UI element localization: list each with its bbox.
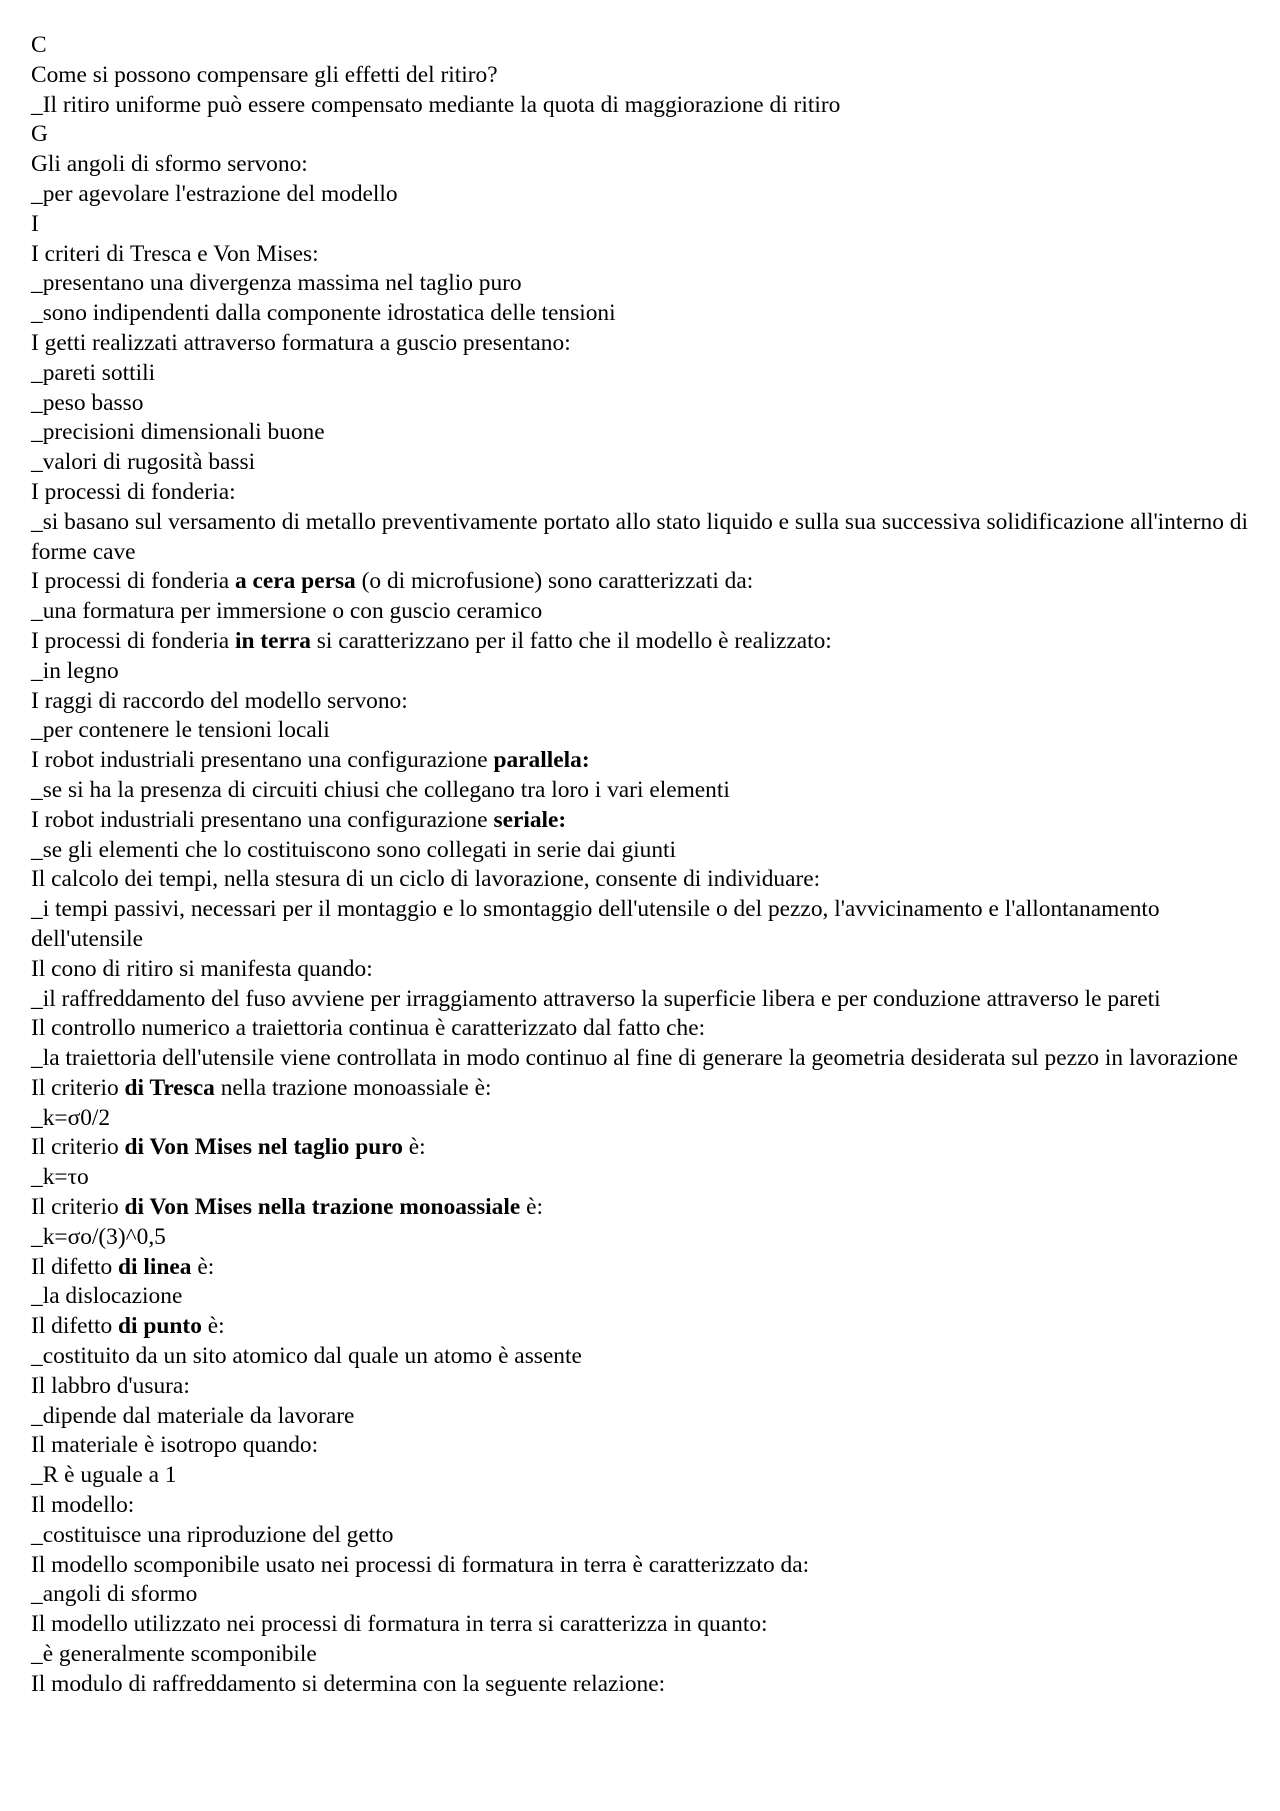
answer-text bbox=[31, 389, 1256, 419]
question-text bbox=[31, 687, 1256, 717]
answer-text bbox=[31, 776, 1256, 806]
text-run: _Il ritiro uniforme può essere compensato mediante la quota di maggiorazione di ritiro bbox=[31, 91, 841, 118]
bold-emphasis: parallela: bbox=[493, 747, 590, 774]
bold-emphasis: seriale: bbox=[493, 806, 567, 833]
text-run: Il modello utilizzato nei processi di formatura in terra si caratterizza in quanto: bbox=[31, 1611, 768, 1638]
section-letter bbox=[31, 210, 1256, 240]
text-run: _sono indipendenti dalla componente idrostatica delle tensioni bbox=[31, 300, 616, 327]
text-run: _peso basso bbox=[31, 389, 144, 416]
question-text bbox=[31, 1253, 1256, 1283]
text-run: (o di microfusione) sono caratterizzati da: bbox=[355, 568, 754, 595]
text-run: Il controllo numerico a traiettoria continua è caratterizzato dal fatto che: bbox=[31, 1015, 706, 1042]
text-run: _dipende dal materiale da lavorare bbox=[31, 1402, 355, 1429]
text-run: Il criterio bbox=[31, 1194, 125, 1221]
text-run: _presentano una divergenza massima nel taglio puro bbox=[31, 270, 522, 297]
question-text bbox=[31, 746, 1256, 776]
answer-text bbox=[31, 1461, 1256, 1491]
answer-text bbox=[31, 836, 1256, 866]
document-body bbox=[31, 31, 1256, 1700]
answer-text bbox=[31, 1640, 1256, 1670]
text-run: _per contenere le tensioni locali bbox=[31, 717, 330, 744]
question-text bbox=[31, 1074, 1256, 1104]
question-text bbox=[31, 865, 1256, 895]
question-text bbox=[31, 1014, 1256, 1044]
text-run: _si basano sul versamento di metallo preventivamente portato allo stato liquido e sulla sua successiva solidificazione all'interno di forme cave bbox=[31, 508, 1248, 565]
text-run: è: bbox=[402, 1134, 426, 1161]
text-run: è: bbox=[191, 1253, 215, 1280]
text-run: Il difetto bbox=[31, 1253, 119, 1280]
text-run: Il criterio bbox=[31, 1134, 125, 1161]
answer-text bbox=[31, 1282, 1256, 1312]
question-text bbox=[31, 567, 1256, 597]
text-run: _k=σ0/2 bbox=[31, 1104, 111, 1131]
question-text bbox=[31, 1193, 1256, 1223]
answer-text bbox=[31, 1223, 1256, 1253]
text-run: è: bbox=[201, 1313, 225, 1340]
text-run: _pareti sottili bbox=[31, 359, 156, 386]
bold-emphasis: di linea bbox=[118, 1253, 192, 1280]
section-letter bbox=[31, 120, 1256, 150]
answer-text bbox=[31, 1342, 1256, 1372]
text-run: _la traiettoria dell'utensile viene controllata in modo continuo al fine di generare la geometria desiderata sul pezzo in lavorazione bbox=[31, 1045, 1239, 1072]
question-text bbox=[31, 955, 1256, 985]
answer-text bbox=[31, 1580, 1256, 1610]
text-run: G bbox=[31, 121, 48, 148]
answer-text bbox=[31, 716, 1256, 746]
text-run: _se gli elementi che lo costituiscono sono collegati in serie dai giunti bbox=[31, 836, 677, 863]
text-run: _costituisce una riproduzione del getto bbox=[31, 1521, 394, 1548]
text-run: si caratterizzano per il fatto che il modello è realizzato: bbox=[310, 627, 832, 654]
text-run: I processi di fonderia bbox=[31, 627, 235, 654]
text-run: _il raffreddamento del fuso avviene per irraggiamento attraverso la superficie libera e per conduzione attraverso le pareti bbox=[31, 985, 1161, 1012]
question-text bbox=[31, 1610, 1256, 1640]
answer-text bbox=[31, 1402, 1256, 1432]
question-text bbox=[31, 1372, 1256, 1402]
bold-emphasis: di Von Mises nella trazione monoassiale bbox=[124, 1194, 521, 1221]
text-run: I bbox=[31, 210, 39, 237]
answer-text bbox=[31, 269, 1256, 299]
answer-text bbox=[31, 448, 1256, 478]
text-run: Il cono di ritiro si manifesta quando: bbox=[31, 955, 373, 982]
question-text bbox=[31, 150, 1256, 180]
text-run: I processi di fonderia: bbox=[31, 478, 236, 505]
text-run: _è generalmente scomponibile bbox=[31, 1641, 317, 1668]
text-run: _una formatura per immersione o con guscio ceramico bbox=[31, 598, 543, 625]
answer-text bbox=[31, 985, 1256, 1015]
text-run: _i tempi passivi, necessari per il montaggio e lo smontaggio dell'utensile o del pezzo, l'avvicinamento e l'allontanamento dell'utensile bbox=[31, 896, 1160, 952]
question-text bbox=[31, 329, 1256, 359]
text-run: Il difetto bbox=[31, 1313, 119, 1340]
text-run: I raggi di raccordo del modello servono: bbox=[31, 687, 408, 714]
text-run: I criteri di Tresca e Von Mises: bbox=[31, 240, 319, 267]
question-text bbox=[31, 1312, 1256, 1342]
text-run: Gli angoli di sformo servono: bbox=[31, 151, 308, 178]
bold-emphasis: di Tresca bbox=[124, 1074, 215, 1101]
answer-text bbox=[31, 180, 1256, 210]
text-run: I processi di fonderia bbox=[31, 568, 235, 595]
text-run: I robot industriali presentano una configurazione bbox=[31, 806, 494, 833]
text-run: _angoli di sformo bbox=[31, 1581, 198, 1608]
answer-text bbox=[31, 1044, 1256, 1074]
answer-text bbox=[31, 1104, 1256, 1134]
text-run: _valori di rugosità bassi bbox=[31, 449, 256, 476]
text-run: Il calcolo dei tempi, nella stesura di un ciclo di lavorazione, consente di individuare: bbox=[31, 866, 821, 893]
question-text bbox=[31, 240, 1256, 270]
question-text bbox=[31, 61, 1256, 91]
answer-text bbox=[31, 418, 1256, 448]
section-letter bbox=[31, 31, 1256, 61]
text-run: _per agevolare l'estrazione del modello bbox=[31, 180, 398, 207]
text-run: _costituito da un sito atomico dal quale un atomo è assente bbox=[31, 1343, 582, 1370]
text-run: nella trazione monoassiale è: bbox=[214, 1074, 492, 1101]
answer-text bbox=[31, 895, 1256, 955]
text-run: _se si ha la presenza di circuiti chiusi che collegano tra loro i vari elementi bbox=[31, 776, 730, 803]
bold-emphasis: di Von Mises nel taglio puro bbox=[124, 1134, 403, 1161]
text-run: _k=σo/(3)^0,5 bbox=[31, 1223, 166, 1250]
question-text bbox=[31, 1491, 1256, 1521]
text-run: Il criterio bbox=[31, 1074, 125, 1101]
answer-text bbox=[31, 1521, 1256, 1551]
answer-text bbox=[31, 91, 1256, 121]
text-run: I getti realizzati attraverso formatura a guscio presentano: bbox=[31, 329, 571, 356]
bold-emphasis: in terra bbox=[234, 627, 311, 654]
text-run: I robot industriali presentano una configurazione bbox=[31, 747, 494, 774]
answer-text bbox=[31, 359, 1256, 389]
question-text bbox=[31, 1133, 1256, 1163]
text-run: Il labbro d'usura: bbox=[31, 1372, 190, 1399]
answer-text bbox=[31, 1163, 1256, 1193]
question-text bbox=[31, 806, 1256, 836]
text-run: _k=τo bbox=[31, 1164, 89, 1191]
question-text bbox=[31, 1551, 1256, 1581]
answer-text bbox=[31, 597, 1256, 627]
text-run: è: bbox=[520, 1194, 543, 1221]
answer-text bbox=[31, 657, 1256, 687]
question-text bbox=[31, 1670, 1256, 1700]
text-run: Il materiale è isotropo quando: bbox=[31, 1432, 319, 1459]
text-run: _R è uguale a 1 bbox=[31, 1462, 177, 1489]
question-text bbox=[31, 1431, 1256, 1461]
answer-text bbox=[31, 299, 1256, 329]
question-text bbox=[31, 478, 1256, 508]
text-run: _in legno bbox=[31, 657, 119, 684]
bold-emphasis: a cera persa bbox=[234, 568, 356, 595]
text-run: Il modulo di raffreddamento si determina con la seguente relazione: bbox=[31, 1670, 666, 1697]
answer-text bbox=[31, 508, 1256, 568]
text-run: Il modello: bbox=[31, 1492, 135, 1519]
text-run: _la dislocazione bbox=[31, 1283, 183, 1310]
text-run: Come si possono compensare gli effetti del ritiro? bbox=[31, 61, 498, 88]
bold-emphasis: di punto bbox=[118, 1313, 202, 1340]
text-run: _precisioni dimensionali buone bbox=[31, 419, 325, 446]
text-run: C bbox=[31, 32, 47, 58]
text-run: Il modello scomponibile usato nei processi di formatura in terra è caratterizzato da: bbox=[31, 1551, 810, 1578]
question-text bbox=[31, 627, 1256, 657]
